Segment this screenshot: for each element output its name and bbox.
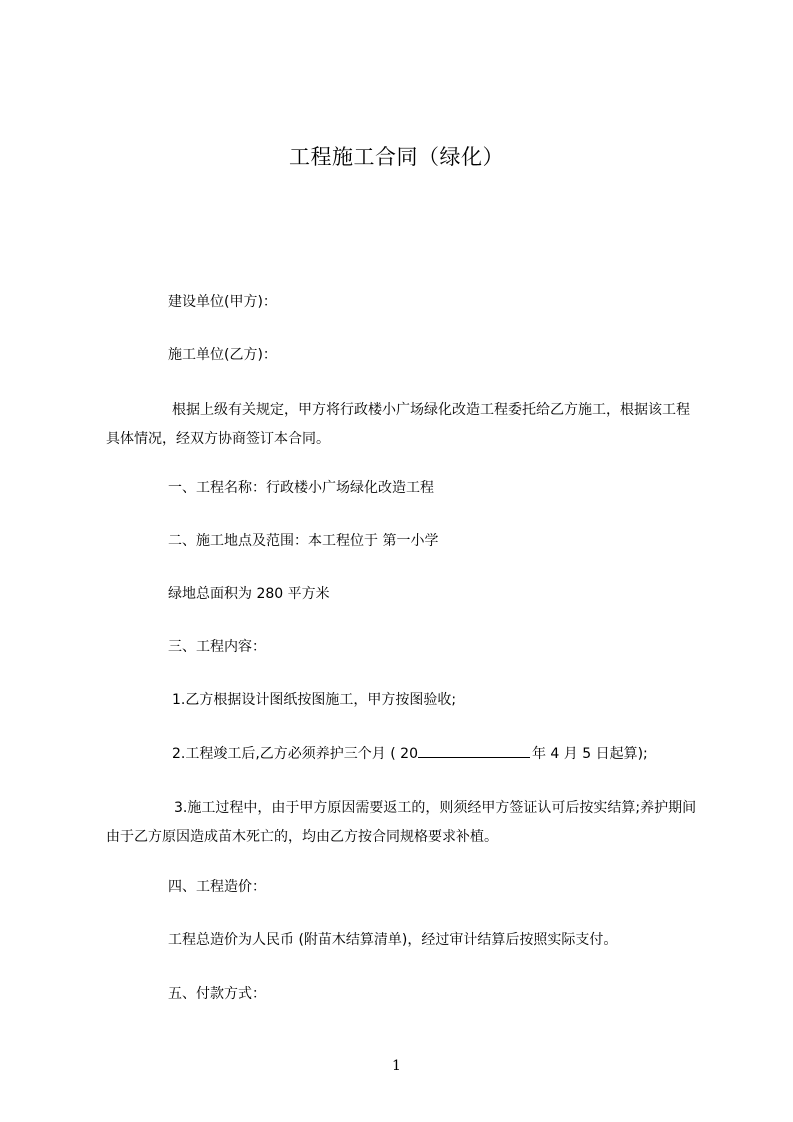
content-item-3 <box>106 794 702 852</box>
content-item-3-text: 3.施工过程中，由于甲方原因需要返工的，则须经甲方签证认可后按实结算;养护期间由于乙方原因造成苗木死亡的，均由乙方按合同规格要求补植。 <box>106 800 697 845</box>
content-item-2-suffix: 年 4 月 5 日起算); <box>531 746 648 762</box>
document-title: 工程施工合同（绿化） <box>289 145 504 169</box>
content-item-1: 1.乙方根据设计图纸按图施工，甲方按图验收; <box>172 692 457 708</box>
section-payment: 五、付款方式： <box>168 986 266 1002</box>
content-item-2 <box>172 743 648 764</box>
intro-paragraph <box>106 396 702 454</box>
page-number: 1 <box>392 1058 401 1074</box>
section-project-name: 一、工程名称：行政楼小广场绿化改造工程 <box>168 480 434 496</box>
party-a-label: 建设单位(甲方)： <box>168 294 277 310</box>
content-item-2-prefix: 2.工程竣工后,乙方必须养护三个月 ( 20 <box>172 746 418 762</box>
party-b-label: 施工单位(乙方)： <box>168 347 277 363</box>
green-area: 绿地总面积为 280 平方米 <box>168 586 330 602</box>
section-location: 二、施工地点及范围：本工程位于 第一小学 <box>168 533 439 549</box>
intro-text: 根据上级有关规定，甲方将行政楼小广场绿化改造工程委托给乙方施工，根据该工程具体情况，经双方协商签订本合同。 <box>106 402 690 447</box>
section-cost: 四、工程造价： <box>168 879 266 895</box>
cost-text: 工程总造价为人民币 (附苗木结算清单)，经过审计结算后按照实际支付。 <box>168 932 618 948</box>
section-content: 三、工程内容： <box>168 639 266 655</box>
year-blank-line <box>418 743 530 758</box>
